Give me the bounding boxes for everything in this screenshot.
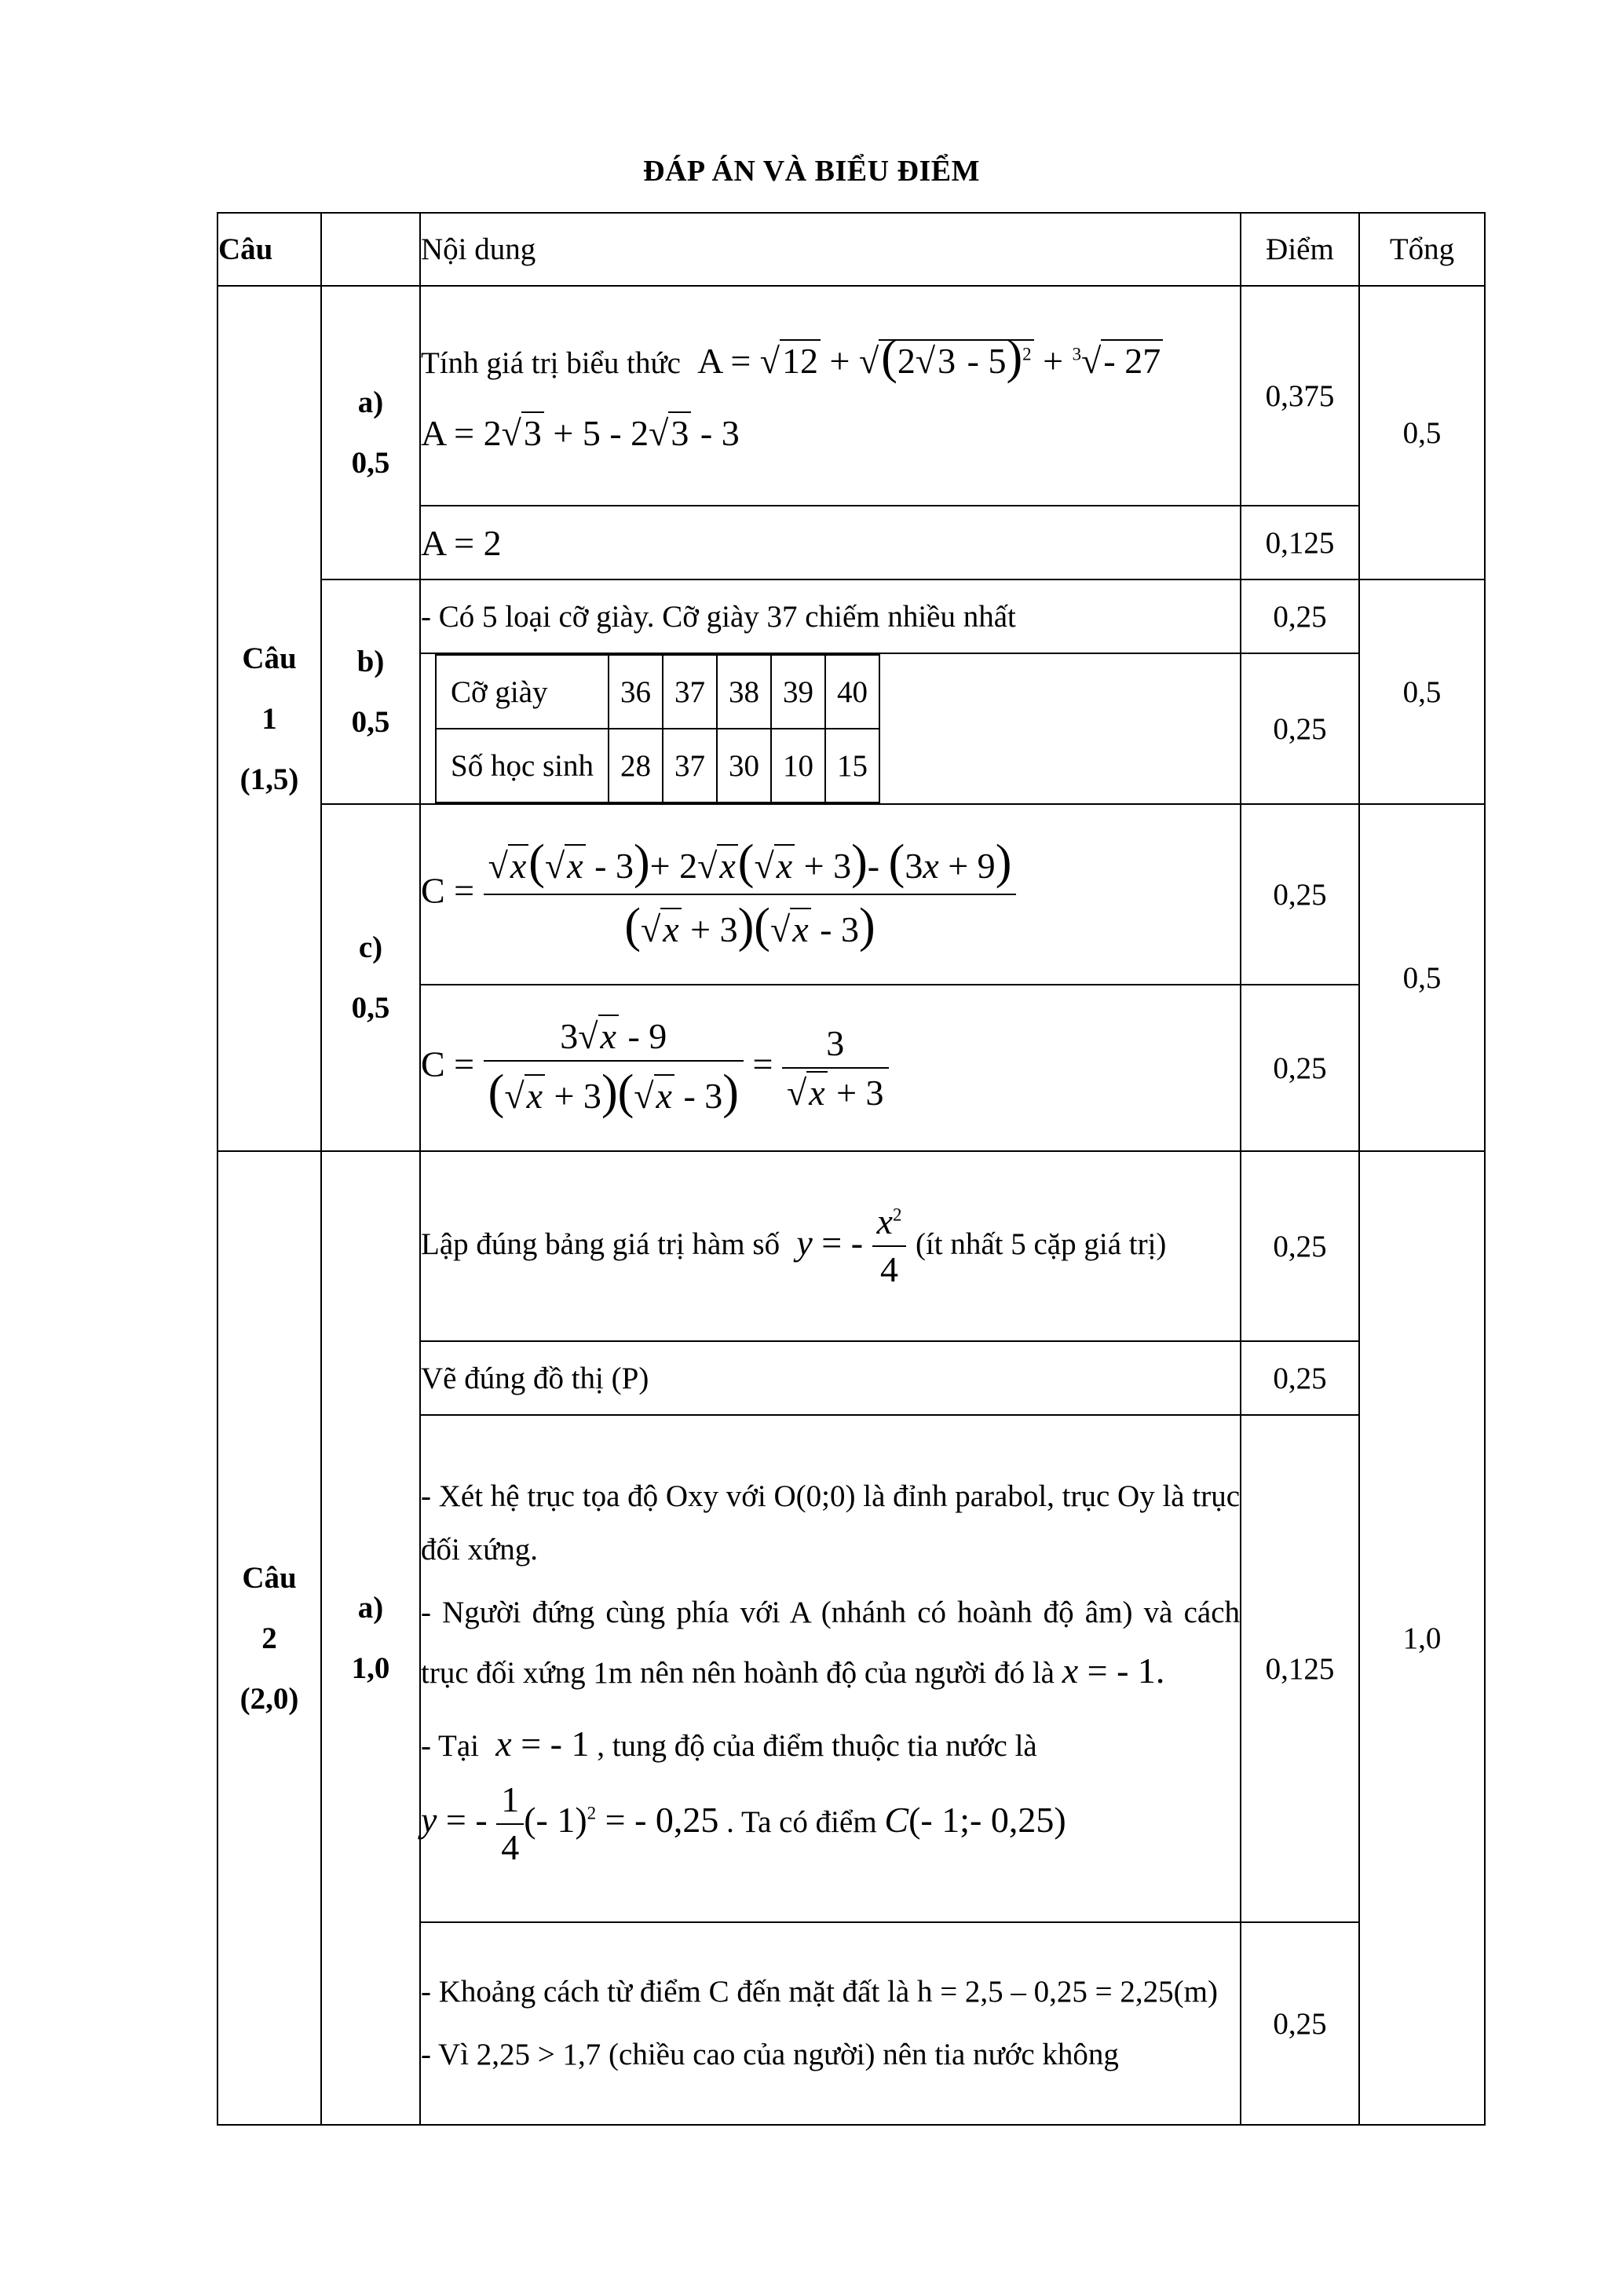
header-noidung: Nội dung [420, 213, 1241, 286]
cau2a-y-calc: y = - $\frac{1}{4}$ (- 1)$^2$ = - 0,25 [421, 1779, 719, 1867]
shoe-size-row [436, 655, 879, 729]
cau1a-line3: A = 2 [420, 506, 1241, 579]
cau2a-r3-p1: - Xét hệ trục tọa độ Oxy với O(0;0) là đỉnh parabol, trục Oy là trục đối xứng. [421, 1479, 1240, 1567]
shoe-size-cell: 39 [771, 655, 825, 729]
cau2a-r3-p3-block [421, 1713, 1240, 1776]
cau1b-label: b) [356, 645, 385, 678]
cau2a-row1 [420, 1151, 1241, 1341]
cau1b-s2: 0,25 [1241, 653, 1359, 804]
cau1-score: (1,5) [239, 762, 299, 796]
cau1c-label-cell [321, 804, 420, 1151]
cau1a-expr: A = √12 + √(2√3 - 5)$^2$ + $^3$√- 27 [689, 341, 1164, 381]
cau2a-r4-p2: - Vì 2,25 > 1,7 (chiều cao của người) nên tia nước không [421, 2038, 1119, 2071]
cau2-label-cell [217, 1151, 321, 2125]
cau2a-r1-pre: Lập đúng bảng giá trị hàm số [421, 1227, 780, 1262]
cau1c-total: 0,5 [1359, 804, 1485, 1151]
cau2a-s2: 0,25 [1241, 1341, 1359, 1415]
cau2a-row3 [420, 1415, 1241, 1922]
cau2a-pts: 1,0 [351, 1651, 390, 1685]
cau1a-s1: 0,375 [1241, 286, 1359, 506]
cau1c-pts: 0,5 [351, 991, 390, 1025]
cau2a-row4 [420, 1922, 1241, 2125]
cau1b-label-cell [321, 579, 420, 804]
cau2a-r3-p2-block [421, 1586, 1240, 1703]
cau2a-label-cell [321, 1151, 420, 2125]
cau1b-total: 0,5 [1359, 579, 1485, 804]
cau2a-r3-p4-block [421, 1780, 1240, 1867]
shoe-size-cell: 36 [609, 655, 663, 729]
shoe-size-cell: 40 [825, 655, 879, 729]
cau2a-s3: 0,125 [1241, 1415, 1359, 1922]
cau2a-x-at: x = - 1 [495, 1723, 590, 1764]
cau1b-text: - Có 5 loại cỡ giày. Cỡ giày 37 chiếm nhiều nhất [420, 579, 1241, 653]
cau2a-r4-p1: - Khoảng cách từ điểm C đến mặt đất là h = 2,5 – 0,25 = 2,25(m) [421, 1974, 1218, 2009]
cau1a-text: Tính giá trị biểu thức [421, 346, 681, 380]
shoe-size-cell: 37 [663, 655, 717, 729]
cau1b-pts: 0,5 [351, 705, 390, 739]
shoe-size-label: Cỡ giày [436, 655, 609, 729]
student-count-cell: 37 [663, 729, 717, 803]
answer-table [217, 212, 1486, 2126]
page-title: ĐÁP ÁN VÀ BIỂU ĐIỂM [643, 155, 980, 188]
cau1-label-cell [217, 286, 321, 1151]
header-sub [321, 213, 420, 286]
cau2a-s1: 0,25 [1241, 1151, 1359, 1341]
cau1-num: 1 [261, 701, 277, 736]
student-count-cell: 28 [609, 729, 663, 803]
cau2-score: (2,0) [239, 1681, 299, 1716]
student-count-row [436, 729, 879, 803]
cau2a-total: 1,0 [1359, 1151, 1485, 2125]
cau2-label: Câu [242, 1560, 297, 1595]
cau1c-formula2: C = $\frac{3√x - 9}{(√x + 3)(√x - 3)}$ = $\frac{3}{√x + 3}$ [420, 985, 1241, 1151]
cau1b-table-cell [420, 653, 1241, 804]
cau1c-label: c) [358, 930, 383, 964]
cau2a-r1-post: (ít nhất 5 cặp giá trị) [915, 1227, 1167, 1262]
cau1a-label-cell [321, 286, 420, 579]
cau1c-s1: 0,25 [1241, 804, 1359, 985]
student-count-cell: 15 [825, 729, 879, 803]
cau2a-point-c: C(- 1;- 0,25) [884, 1800, 1066, 1841]
cau2-num: 2 [261, 1621, 277, 1655]
cau1a-content [420, 286, 1241, 506]
cau1c-s2: 0,25 [1241, 985, 1359, 1151]
cau2a-func: y = - $\frac{x^2}{4}$ [788, 1223, 916, 1263]
cau2a-s4: 0,25 [1241, 1922, 1359, 2125]
cau1a-line2: A = 2√3 + 5 - 2√3 - 3 [421, 413, 740, 453]
cau1c-formula1: C = $\frac{√x(√x - 3)+ 2√x(√x + 3)- (3x + 9)}{(√x + 3)(√x - 3)}$ [420, 804, 1241, 985]
cau1-label: Câu [242, 641, 297, 675]
student-count-cell: 10 [771, 729, 825, 803]
cau1a-label: a) [357, 386, 384, 419]
cau2a-r3-p4-mid: . Ta có điểm [726, 1805, 877, 1840]
header-row [217, 213, 1485, 286]
cau2a-label: a) [357, 1591, 384, 1625]
shoe-size-cell: 38 [717, 655, 771, 729]
header-cau: Câu [217, 213, 321, 286]
cau2a-r2: Vẽ đúng đồ thị (P) [420, 1341, 1241, 1415]
cau2a-r3-p3-mid: , tung độ của điểm thuộc tia nước là [597, 1728, 1037, 1763]
cau1b-s1: 0,25 [1241, 579, 1359, 653]
cau1a-s2: 0,125 [1241, 506, 1359, 579]
student-count-cell: 30 [717, 729, 771, 803]
cau2a-r3-p3-pre: - Tại [421, 1728, 480, 1763]
cau2a-r3-p2: - Người đứng cùng phía với A (nhánh có hoành độ âm) và cách trục đối xứng 1m nên nên hoành độ của người đó là [421, 1596, 1240, 1691]
cau1a-total: 0,5 [1359, 286, 1485, 579]
shoe-size-table [435, 654, 880, 803]
student-count-label: Số học sinh [436, 729, 609, 803]
header-tong: Tổng [1359, 213, 1485, 286]
cau1a-pts: 0,5 [351, 446, 390, 480]
header-diem: Điểm [1241, 213, 1359, 286]
cau2a-x-value: x = - 1. [1062, 1651, 1165, 1691]
